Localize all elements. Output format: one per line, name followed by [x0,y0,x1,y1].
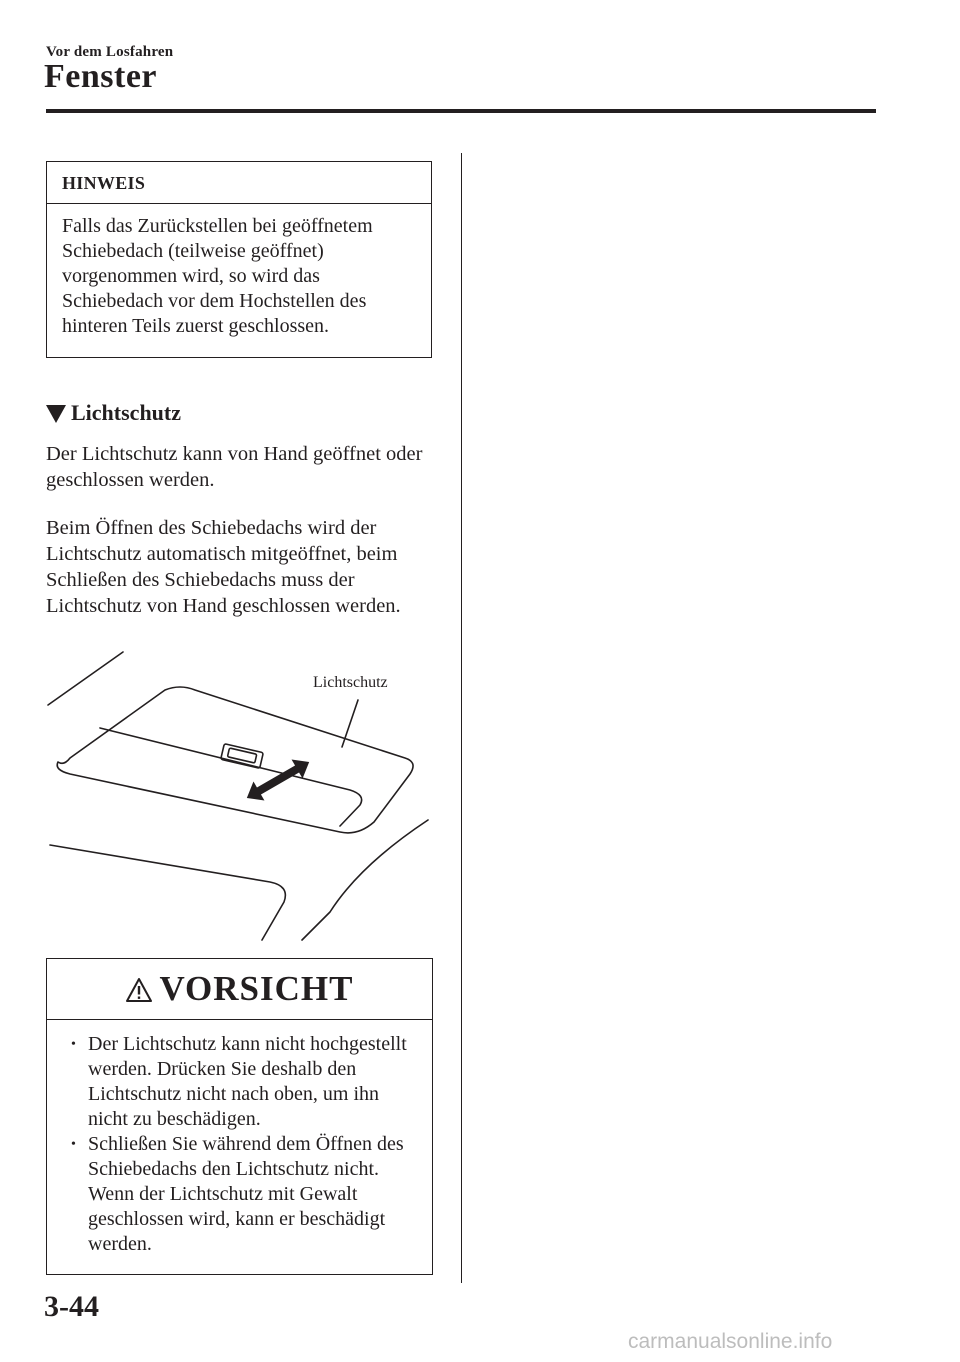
warning-triangle-icon [125,977,153,1003]
section-label: Vor dem Losfahren [46,44,174,60]
note-heading: HINWEIS [47,162,431,204]
caution-list [47,1020,432,1257]
illustration-label: Lichtschutz [313,674,388,691]
paragraph: Beim Öffnen des Schiebedachs wird der Lichtschutz automatisch mitgeöffnet, beim Schließen des Schiebedachs muss der Lichtschutz von Hand geschlossen werden. [46,517,401,617]
title-rule [46,109,876,113]
list-item-text: Der Lichtschutz kann nicht hochgestellt werden. Drücken Sie deshalb den Lichtschutz nicht nach oben, um ihn nicht zu beschädigen. [88,1033,407,1130]
subsection-heading [46,400,181,426]
bullet-icon: • [71,1037,76,1052]
note-box [46,161,432,358]
double-arrow-icon [241,752,314,807]
caution-heading [47,959,432,1020]
triangle-marker-icon [46,405,66,423]
paragraph: Der Lichtschutz kann von Hand geöffnet oder geschlossen werden. [46,443,423,491]
list-item-text: Schließen Sie während dem Öffnen des Schiebedachs den Lichtschutz nicht. Wenn der Lichtschutz mit Gewalt geschlossen wird, kann er beschädigt werden. [88,1133,404,1255]
column-divider [461,153,462,1283]
note-text: Falls das Zurückstellen bei geöffnetem Schiebedach (teilweise geöffnet) vorgenommen wird, so wird das Schiebedach vor dem Hochstellen des hinteren Teils zuerst geschlossen. [62,215,373,337]
page-number: 3-44 [44,1290,99,1323]
caution-title: VORSICHT [159,969,354,1008]
bullet-icon: • [71,1137,76,1152]
watermark: carmanualsonline.info [628,1330,833,1353]
list-item [71,1132,420,1257]
page-title: Fenster [44,58,158,95]
list-item [71,1032,420,1132]
sunshade-illustration [40,650,440,945]
subsection-heading-text: Lichtschutz [71,400,181,425]
caution-box [46,958,433,1275]
